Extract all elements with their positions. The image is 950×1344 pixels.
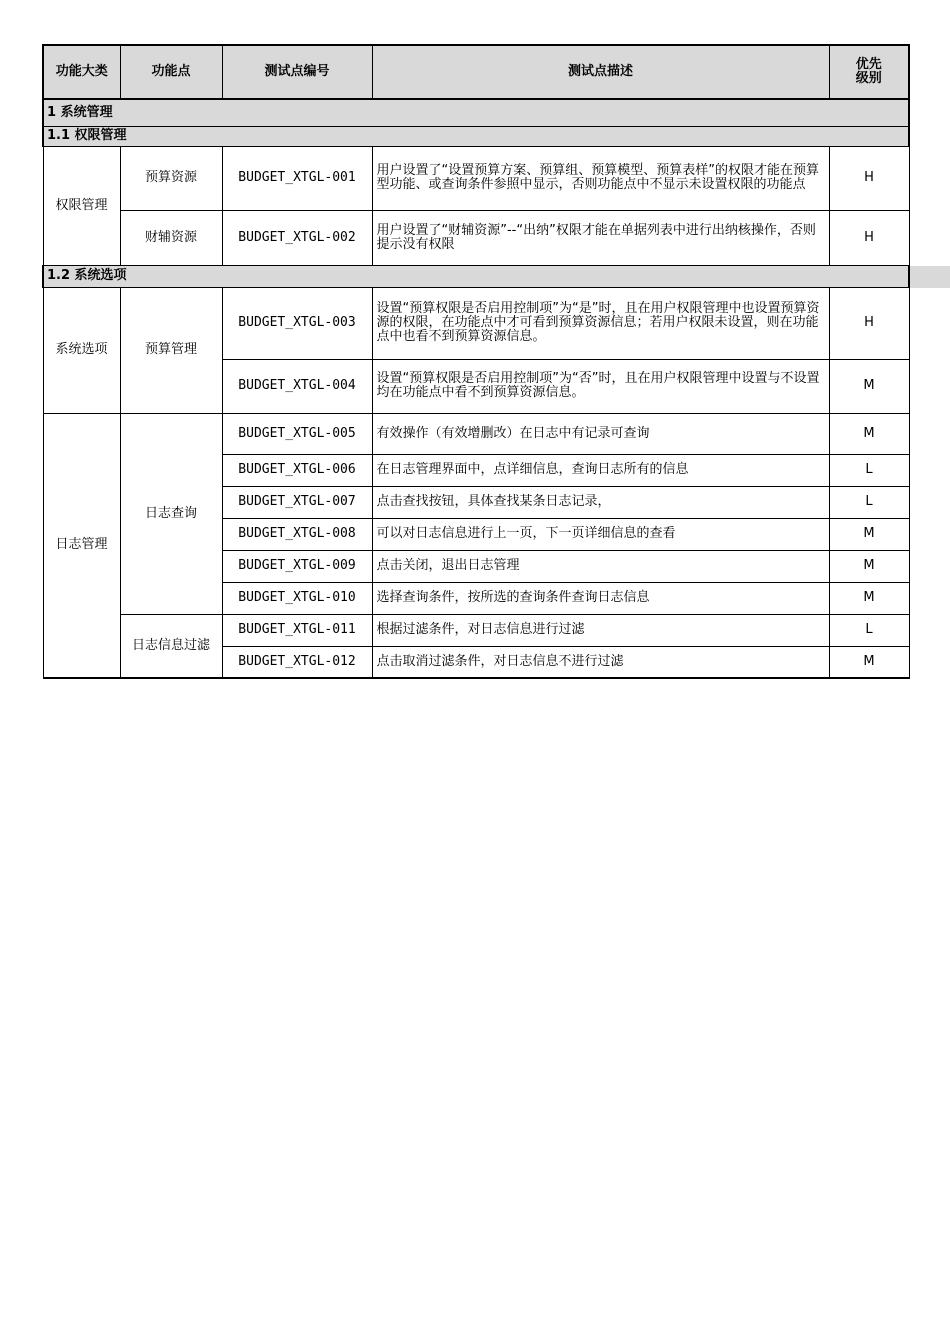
priority-cell: M xyxy=(829,550,909,582)
priority-cell: L xyxy=(829,486,909,518)
priority-cell: H xyxy=(829,210,909,265)
header-category: 功能大类 xyxy=(43,45,120,99)
desc-cell: 在日志管理界面中，点详细信息，查询日志所有的信息 xyxy=(372,454,829,486)
header-priority-line1: 优先 xyxy=(855,57,882,72)
desc-cell: 点击查找按钮，具体查找某条日志记录， xyxy=(372,486,829,518)
section-row xyxy=(43,265,909,287)
table-row xyxy=(43,287,909,359)
category-cell: 系统选项 xyxy=(43,287,120,413)
priority-cell: H xyxy=(829,146,909,210)
code-cell: BUDGET_XTGL-010 xyxy=(222,582,372,614)
priority-cell: L xyxy=(829,614,909,646)
code-cell: BUDGET_XTGL-012 xyxy=(222,646,372,678)
code-cell: BUDGET_XTGL-006 xyxy=(222,454,372,486)
code-cell: BUDGET_XTGL-009 xyxy=(222,550,372,582)
code-cell: BUDGET_XTGL-007 xyxy=(222,486,372,518)
priority-cell: M xyxy=(829,582,909,614)
test-case-table xyxy=(42,44,910,679)
table-row xyxy=(43,210,909,265)
table-row xyxy=(43,614,909,646)
code-cell: BUDGET_XTGL-004 xyxy=(222,359,372,413)
desc-cell: 设置“预算权限是否启用控制项”为“否”时，且在用户权限管理中设置与不设置均在功能点中看不到预算资源信息。 xyxy=(372,359,829,413)
section-row xyxy=(43,126,909,146)
priority-cell: M xyxy=(829,518,909,550)
header-code: 测试点编号 xyxy=(222,45,372,99)
point-cell: 预算资源 xyxy=(120,146,222,210)
section-row xyxy=(43,99,909,126)
desc-cell: 用户设置了“财辅资源”--“出纳”权限才能在单据列表中进行出纳核操作，否则提示没有权限 xyxy=(372,210,829,265)
desc-cell: 可以对日志信息进行上一页，下一页详细信息的查看 xyxy=(372,518,829,550)
table-row xyxy=(43,413,909,454)
priority-cell: H xyxy=(829,287,909,359)
header-priority xyxy=(829,45,909,99)
section-title: 1.2 系统选项 xyxy=(43,265,909,287)
header-point: 功能点 xyxy=(120,45,222,99)
code-cell: BUDGET_XTGL-008 xyxy=(222,518,372,550)
section-title: 1.1 权限管理 xyxy=(43,126,909,146)
header-desc: 测试点描述 xyxy=(372,45,829,99)
margin-shade xyxy=(908,266,950,288)
code-cell: BUDGET_XTGL-005 xyxy=(222,413,372,454)
category-cell: 权限管理 xyxy=(43,146,120,265)
table-row xyxy=(43,146,909,210)
desc-cell: 点击关闭，退出日志管理 xyxy=(372,550,829,582)
priority-cell: M xyxy=(829,646,909,678)
desc-cell: 点击取消过滤条件，对日志信息不进行过滤 xyxy=(372,646,829,678)
desc-cell: 用户设置了“设置预算方案、预算组、预算模型、预算表样”的权限才能在预算型功能、或查询条件参照中显示，否则功能点中不显示未设置权限的功能点 xyxy=(372,146,829,210)
priority-cell: M xyxy=(829,359,909,413)
desc-cell: 选择查询条件，按所选的查询条件查询日志信息 xyxy=(372,582,829,614)
code-cell: BUDGET_XTGL-001 xyxy=(222,146,372,210)
desc-cell: 设置“预算权限是否启用控制项”为“是”时，且在用户权限管理中也设置预算资源的权限，在功能点中才可看到预算资源信息；若用户权限未设置，则在功能点中也看不到预算资源信息。 xyxy=(372,287,829,359)
point-cell: 日志查询 xyxy=(120,413,222,614)
section-title: 1 系统管理 xyxy=(43,99,909,126)
header-priority-line2: 级别 xyxy=(855,71,882,86)
priority-cell: M xyxy=(829,413,909,454)
header-row xyxy=(43,45,909,99)
code-cell: BUDGET_XTGL-003 xyxy=(222,287,372,359)
desc-cell: 根据过滤条件，对日志信息进行过滤 xyxy=(372,614,829,646)
priority-cell: L xyxy=(829,454,909,486)
point-cell: 日志信息过滤 xyxy=(120,614,222,678)
code-cell: BUDGET_XTGL-011 xyxy=(222,614,372,646)
point-cell: 预算管理 xyxy=(120,287,222,413)
desc-cell: 有效操作（有效增删改）在日志中有记录可查询 xyxy=(372,413,829,454)
point-cell: 财辅资源 xyxy=(120,210,222,265)
code-cell: BUDGET_XTGL-002 xyxy=(222,210,372,265)
category-cell: 日志管理 xyxy=(43,413,120,678)
